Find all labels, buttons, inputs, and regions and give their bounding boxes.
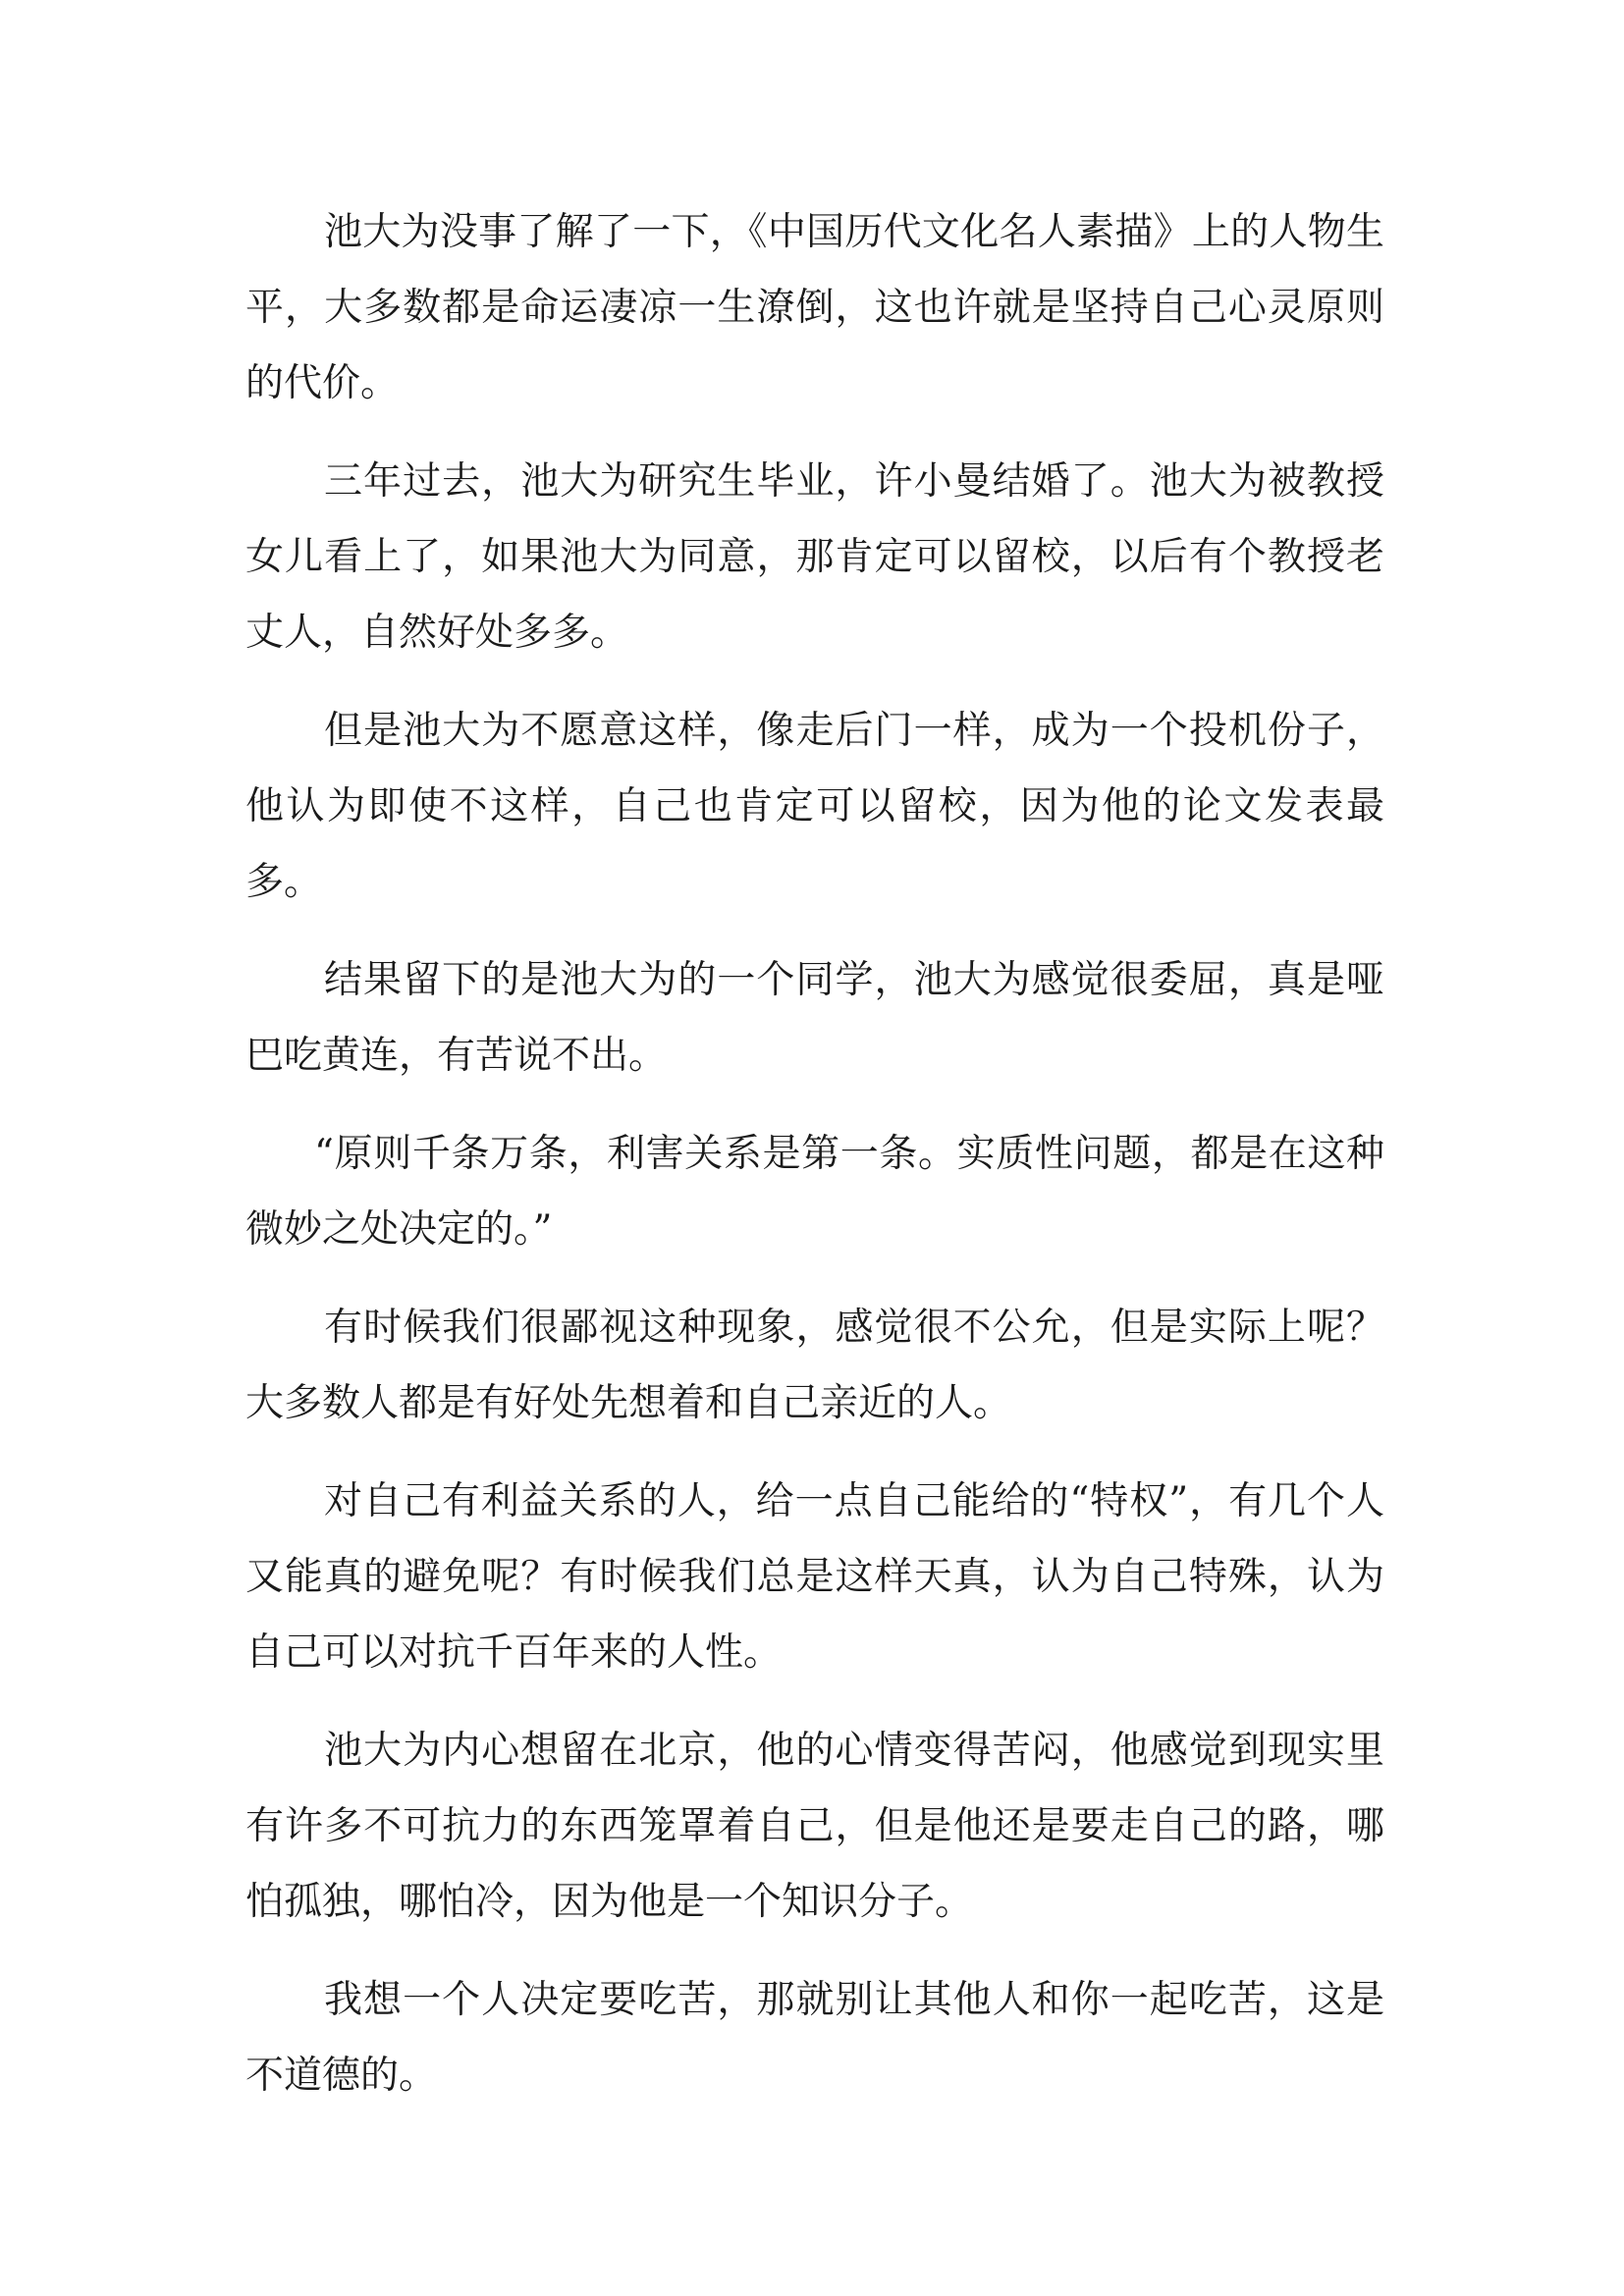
paragraph: 结果留下的是池大为的一个同学，池大为感觉很委屈，真是哑巴吃黄连，有苦说不出。	[245, 958, 1384, 1078]
paragraph: 对自己有利益关系的人，给一点自己能给的“特权”，有几个人又能真的避免呢？有时候我们总是这样天真，认为自己特殊，认为自己可以对抗千百年来的人性。	[245, 1479, 1384, 1675]
document-body	[245, 194, 1384, 2136]
quote-paragraph: “原则千条万条，利害关系是第一条。实质性问题，都是在这种微妙之处决定的。”	[245, 1132, 1384, 1252]
paragraph: 有时候我们很鄙视这种现象，感觉很不公允，但是实际上呢？大多数人都是有好处先想着和自己亲近的人。	[245, 1306, 1384, 1425]
paragraph: 但是池大为不愿意这样，像走后门一样，成为一个投机份子，他认为即使不这样，自己也肯定可以留校，因为他的论文发表最多。	[245, 709, 1384, 904]
paragraph: 池大为内心想留在北京，他的心情变得苦闷，他感觉到现实里有许多不可抗力的东西笼罩着自己，但是他还是要走自己的路，哪怕孤独，哪怕冷，因为他是一个知识分子。	[245, 1729, 1384, 1924]
paragraph: 三年过去，池大为研究生毕业，许小曼结婚了。池大为被教授女儿看上了，如果池大为同意，那肯定可以留校，以后有个教授老丈人，自然好处多多。	[245, 459, 1384, 655]
paragraph: 池大为没事了解了一下，《中国历代文化名人素描》上的人物生平，大多数都是命运凄凉一生潦倒，这也许就是坚持自己心灵原则的代价。	[245, 210, 1384, 405]
paragraph: 我想一个人决定要吃苦，那就别让其他人和你一起吃苦，这是不道德的。	[245, 1978, 1384, 2098]
